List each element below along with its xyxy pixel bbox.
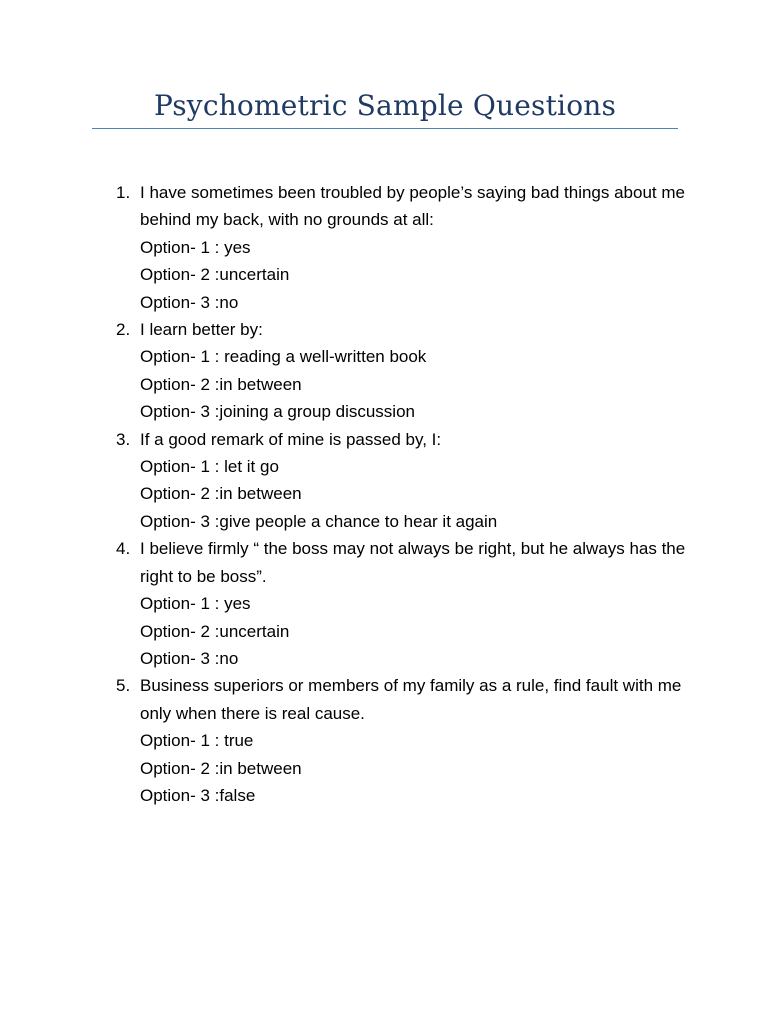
question-number: 1. <box>116 183 131 202</box>
option-list <box>140 453 686 535</box>
option-item: Option- 3 :false <box>140 785 256 805</box>
question-text: Business superiors or members of my family as a rule, find fault with me only when there is real cause. <box>140 676 682 723</box>
question-4 <box>116 535 686 672</box>
option-list <box>140 343 686 425</box>
option-item: Option- 1 : yes <box>140 237 251 257</box>
title-underline <box>92 128 678 129</box>
option-item: Option- 2 :in between <box>140 484 302 504</box>
option-list <box>140 590 686 672</box>
question-number: 4. <box>116 539 131 559</box>
option-item: Option- 3 :no <box>140 648 239 668</box>
question-2 <box>116 316 686 426</box>
option-item: Option- 2 :uncertain <box>140 265 290 285</box>
option-item: Option- 1 : reading a well-written book <box>140 347 427 367</box>
option-item: Option- 1 : true <box>140 731 254 751</box>
question-3 <box>116 426 686 536</box>
option-list <box>140 234 686 316</box>
option-item: Option- 1 : let it go <box>140 457 279 477</box>
question-5 <box>116 672 686 809</box>
option-item: Option- 2 :in between <box>140 374 302 394</box>
question-1 <box>116 179 686 316</box>
question-number: 5. <box>116 676 131 696</box>
option-item: Option- 1 : yes <box>140 594 251 614</box>
option-item: Option- 3 :joining a group discussion <box>140 402 415 422</box>
option-item: Option- 3 :give people a chance to hear it again <box>140 511 498 531</box>
question-number: 2. <box>116 320 131 340</box>
question-text: I believe firmly “ the boss may not always be right, but he always has the right to be boss”. <box>140 539 686 586</box>
question-text: I learn better by: <box>140 320 263 340</box>
option-list <box>140 727 686 809</box>
option-item: Option- 2 :uncertain <box>140 621 290 641</box>
question-text: If a good remark of mine is passed by, I: <box>140 429 442 449</box>
option-item: Option- 2 :in between <box>140 758 302 778</box>
page-title: Psychometric Sample Questions <box>153 89 617 122</box>
option-item: Option- 3 :no <box>140 292 239 312</box>
question-list <box>116 179 686 809</box>
question-number: 3. <box>116 429 131 449</box>
question-text: I have sometimes been troubled by people’s saying bad things about me behind my back, with no grounds at all: <box>140 183 685 230</box>
